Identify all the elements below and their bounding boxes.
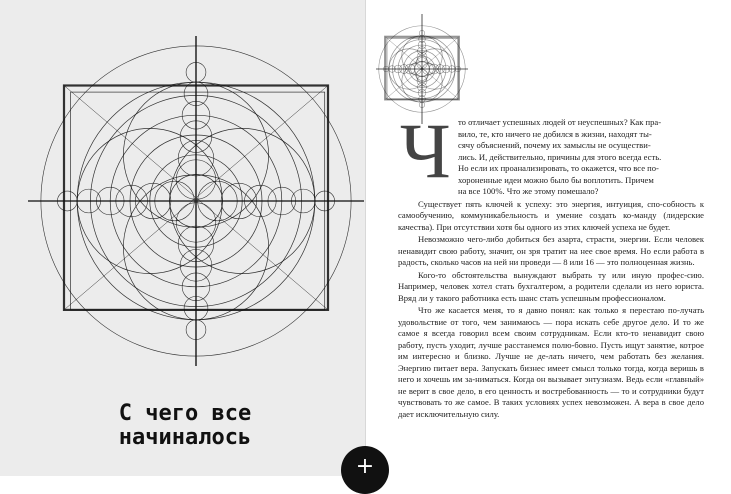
sacred-geometry-illustration — [28, 36, 364, 366]
intro-line: Но если их проанализировать, то окажется, что все по- — [458, 163, 659, 173]
chapter-title — [40, 402, 330, 450]
intro-line: на все 100%. Что же этому помешало? — [458, 186, 599, 196]
paragraph: Существует пять ключей к успеху: это энергия, интуиция, спо-собность к самообучению, коммуникабельность и умение создать ко-манду (лидерские качества). При отсутствии хотя бы одного из этих ключей успеха не будет. — [398, 198, 704, 232]
paragraph: Что же касается меня, то я давно понял: как только я перестаю по-лучать удовольствие от того, чем занимаюсь — пора искать себе другое дело. И то же самое я всегда говорил всем своим сотрудникам. Если кто-то ненавидит свою работу, пусть уходит, лучше расстанемся полю-бовно. Пусть ищут занятие, котрое им интересно и близко. Лучше не де-лать ничего, чем работать без желания. Энергию питает вера. Запускать бизнес имеет смысл только тогда, когда веришь в него и хочешь им за-ниматься. Когда он вызывает энтузиазм. Ведь если «главный» не верит в свое дело, в его ценность и востребованность — то и сотрудники будут чувствовать то же самое. В таких условиях успех невозможен. А вера в свое дело дает исключительную силу. — [398, 305, 704, 419]
paragraph: Невозможно чего-либо добиться без азарта, страсти, энергии. Если человек ненавидит свою работу, значит, он зря тратит на нее свое время. Но если работа в радость, сколько часов на ней ни проведи — 8 или 16 — это полноценная жизнь. — [398, 234, 704, 267]
chapter-title-line-1: С чего все — [118, 401, 252, 426]
drop-cap: Ч — [400, 107, 451, 194]
add-button[interactable] — [341, 446, 389, 494]
chapter-title-line-2: начиналось — [118, 425, 252, 450]
right-page — [365, 0, 731, 476]
intro-line: лись. И, действительно, причины для этого всегда есть. — [458, 151, 662, 162]
article-text — [398, 117, 704, 420]
intro-line: то отличает успешных людей от неуспешных? Как пра- — [458, 117, 662, 127]
plus-icon: + — [355, 454, 375, 479]
left-page — [0, 0, 365, 476]
paragraph: Кого-то обстоятельства вынуждают выбрать ту или иную профес-сию. Например, человек хотел стать бухгалтером, а родители сделали из него юриста. Вряд ли у такого работника есть шанс стать успешным профессионалом. — [398, 269, 704, 303]
intro-line: сячу объяснений, почему их замыслы не осуществи- — [458, 140, 651, 150]
intro-line: хороненные идеи можно было бы воплотить. Причем — [458, 174, 654, 185]
intro-line: вило, те, кто ничего не добился в жизни, находят ты- — [458, 128, 652, 139]
